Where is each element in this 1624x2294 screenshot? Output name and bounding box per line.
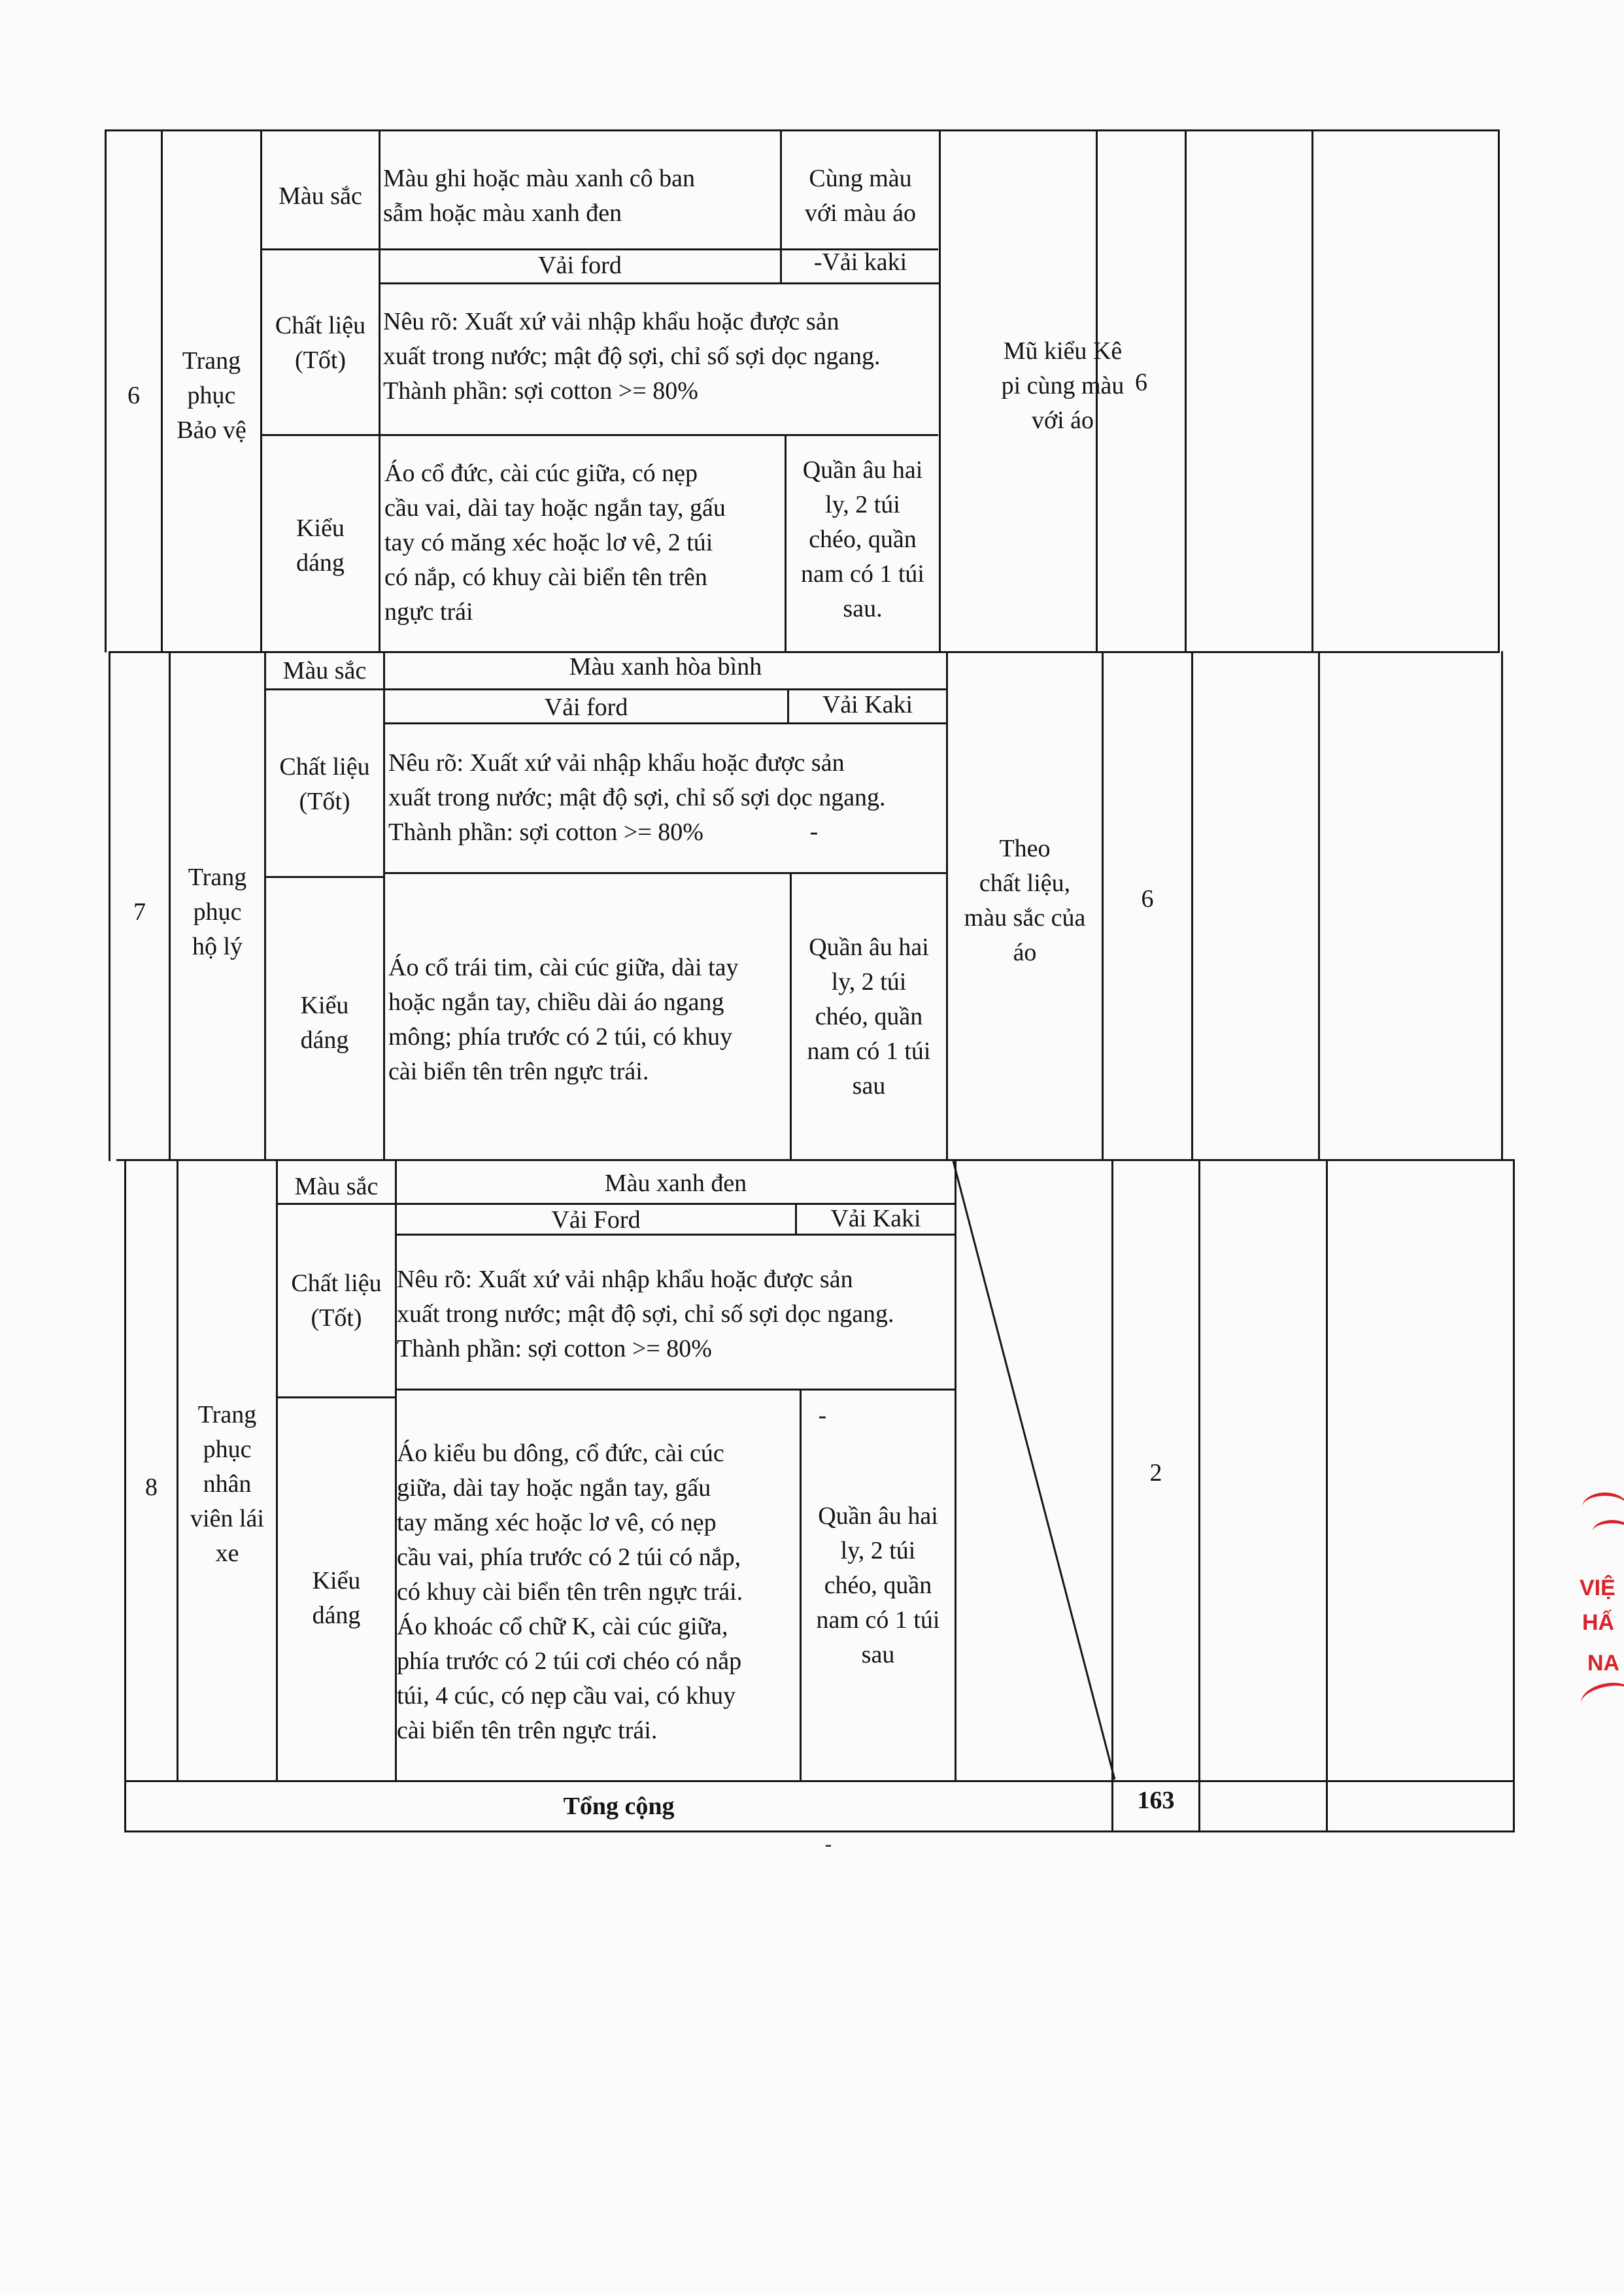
- row-6-mau-sac-ao: Màu ghi hoặc màu xanh cô ban sẫm hoặc màu xanh đen: [383, 165, 695, 227]
- row-8-kieu-dang-mark: -: [818, 1401, 827, 1429]
- row-7-vai-quan: Vải Kaki: [822, 690, 913, 718]
- row-6-kieu-dang-label: Kiểu dáng: [296, 514, 345, 577]
- row-7-kieu-dang-ao: Áo cổ trái tim, cài cúc giữa, dài tay hoặc ngắn tay, chiều dài áo ngang mông; phía trước có 2 túi, có khuy cài biển tên trên ngực trái.: [388, 954, 739, 1085]
- row-7-kieu-dang-label: Kiểu dáng: [300, 992, 349, 1054]
- stamp-text-1: VIỆ: [1580, 1576, 1616, 1600]
- row-6-mu: Mũ kiểu Kê pi cùng màu với áo: [1001, 337, 1125, 434]
- row-6-vai-ao: Vải ford: [538, 251, 622, 279]
- row-8-stt: 8: [145, 1473, 158, 1501]
- stamp-text-3: NA: [1587, 1651, 1620, 1676]
- row-6-vai-quan: -Vải kaki: [813, 248, 907, 276]
- stray-mark: [826, 1845, 831, 1847]
- row-8-chat-lieu-label: Chất liệu (Tốt): [291, 1270, 382, 1332]
- row-7-mu: Theo chất liệu, màu sắc của áo: [964, 834, 1086, 966]
- row-6-kieu-dang-ao: Áo cổ đức, cài cúc giữa, có nẹp cầu vai, dài tay hoặc ngắn tay, gấu tay có măng xéc hoặc lơ vê, 2 túi có nắp, có khuy cài biển tên trên ngực trái: [384, 459, 726, 626]
- red-seal-stamp-fragment: [1574, 1487, 1624, 1710]
- row-6-chat-lieu-label: Chất liệu (Tốt): [275, 312, 366, 374]
- row-8-kieu-dang-label: Kiểu dáng: [312, 1567, 361, 1629]
- row-8-so-luong: 2: [1149, 1459, 1162, 1487]
- row-7-mau-sac-text: Màu xanh hòa bình: [569, 653, 762, 681]
- row-8-mau-sac-label: Màu sắc: [294, 1172, 379, 1200]
- row-8-vai-quan: Vải Kaki: [830, 1204, 921, 1232]
- total-label: Tổng cộng: [563, 1792, 675, 1820]
- row-8-chat-lieu-text: Nêu rõ: Xuất xứ vải nhập khẩu hoặc được sản xuất trong nước; mật độ sợi, chỉ số sợi dọc ngang. Thành phần: sợi cotton >= 80%: [397, 1265, 894, 1362]
- row-8-mau-sac-text: Màu xanh đen: [604, 1170, 747, 1197]
- row-6-kieu-dang-quan: Quần âu hai ly, 2 túi chéo, quần nam có 1 túi sau.: [801, 456, 924, 622]
- row-6-stt: 6: [127, 381, 140, 409]
- total-value: 163: [1137, 1786, 1175, 1814]
- row-7-stt: 7: [133, 898, 146, 926]
- row-7-chat-lieu-mark: -: [809, 817, 819, 845]
- row-7-chat-lieu-label: Chất liệu (Tốt): [279, 753, 370, 815]
- row-6-mau-sac-label: Màu sắc: [279, 182, 362, 210]
- row-6-so-luong: 6: [1135, 368, 1147, 396]
- row-8-kieu-dang-ao: Áo kiểu bu dông, cổ đức, cài cúc giữa, dài tay hoặc ngắn tay, gấu tay măng xéc hoặc lơ vê, có nẹp cầu vai, phía trước có 2 túi có nắp, có khuy cài biển tên trên ngực trái. Áo khoác cổ chữ K, cài cúc giữa, phía trước có 2 túi cơi chéo có nắp túi, 4 cúc, có nẹp cầu vai, có khuy cài biển tên trên ngực trái.: [397, 1439, 743, 1744]
- row-8-vai-ao: Vải Ford: [551, 1206, 641, 1234]
- row-7-chat-lieu-text: Nêu rõ: Xuất xứ vải nhập khẩu hoặc được sản xuất trong nước; mật độ sợi, chỉ số sợi dọc ngang. Thành phần: sợi cotton >= 80%: [388, 749, 886, 846]
- row-7-name: Trang phục hộ lý: [188, 863, 247, 960]
- row-6-mau-sac-quan: Cùng màu với màu áo: [805, 165, 916, 227]
- row-8-name: Trang phục nhân viên lái xe: [190, 1400, 264, 1567]
- row-7-vai-ao: Vải ford: [544, 693, 628, 721]
- row-7-kieu-dang-quan: Quần âu hai ly, 2 túi chéo, quần nam có 1 túi sau: [807, 933, 931, 1100]
- row-6-name: Trang phục Bảo vệ: [177, 346, 246, 444]
- row-6-chat-lieu-text: Nêu rõ: Xuất xứ vải nhập khẩu hoặc được sản xuất trong nước; mật độ sợi, chỉ số sợi dọc ngang. Thành phần: sợi cotton >= 80%: [383, 307, 881, 405]
- stamp-text-2: HẤ: [1582, 1610, 1615, 1635]
- row-7-mau-sac-label: Màu sắc: [282, 657, 367, 684]
- row-7-so-luong: 6: [1141, 885, 1154, 913]
- row-8-kieu-dang-quan: Quần âu hai ly, 2 túi chéo, quần nam có 1 túi sau: [816, 1502, 940, 1668]
